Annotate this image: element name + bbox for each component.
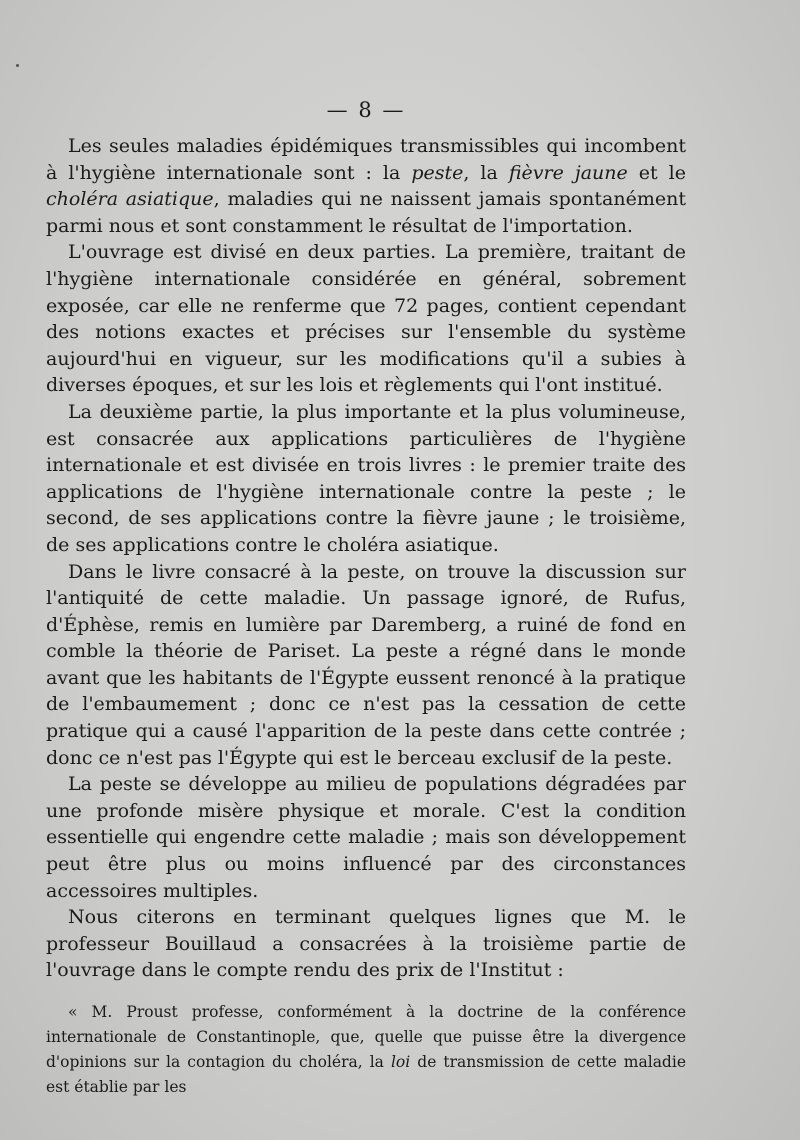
italic-term-cholera: choléra asiatique xyxy=(46,188,214,211)
text-run: de transmission de cette maladie est établie par les xyxy=(46,1053,686,1096)
text-run: , la xyxy=(463,161,509,184)
text-run: , maladies qui ne naissent jamais spontanément parmi nous et sont constamment le résultat de l'importation. xyxy=(46,188,686,237)
italic-term-fievre-jaune: fièvre jaune xyxy=(508,161,628,184)
italic-term-peste: peste xyxy=(411,161,464,184)
paragraph-plague-conditions: La peste se développe au milieu de populations dégradées par une profonde misère physique et morale. C'est la condition essentielle qui engendre cette maladie ; mais son développement peut être plus ou moins influencé par des circonstances accessoires multiples. xyxy=(46,773,686,902)
text-run: « M. Proust professe, conformément à la doctrine de la conférence internationale de Constantinople, que, quelle que puisse être la divergence d'opinions sur la contagion du choléra, la xyxy=(46,1003,686,1071)
paragraph-second-part: La deuxième partie, la plus importante et la plus volumineuse, est consacrée aux applications particulières de l'hygiène internationale et est divisée en trois livres : le premier traite des applications de l'hygiène internationale contre la peste ; le second, de ses applications contre la fièvre jaune ; le troisième, de ses applications contre le choléra asiatique. xyxy=(46,400,686,556)
paragraph-diseases xyxy=(46,133,686,239)
paragraph-structure: L'ouvrage est divisé en deux parties. La première, traitant de l'hygiène internationale considérée en général, sobrement exposée, car elle ne renferme que 72 pages, contient cependant des notions exactes et précises sur l'ensemble du système aujourd'hui en vigueur, sur les modifications qu'il a subies à diverses époques, et sur les lois et règlements qui l'ont institué. xyxy=(46,241,686,397)
text-run: et le xyxy=(627,161,686,184)
page-number: — 8 — xyxy=(326,98,406,122)
book-page xyxy=(46,95,686,1100)
paper-speck xyxy=(16,64,19,67)
paragraph-citation-intro: Nous citerons en terminant quelques lignes que M. le professeur Bouillaud a consacrées à la troisième partie de l'ouvrage dans le compte rendu des prix de l'Institut : xyxy=(46,906,686,982)
quote-block xyxy=(46,1000,686,1100)
paragraph-plague-book: Dans le livre consacré à la peste, on trouve la discussion sur l'antiquité de cette maladie. Un passage ignoré, de Rufus, d'Éphèse, remis en lumière par Daremberg, a ruiné de fond en comble la théorie de Pariset. La peste a régné dans le monde avant que les habitants de l'Égypte eussent renoncé à la pratique de l'embaumement ; donc ce n'est pas la cessation de cette pratique qui a causé l'apparition de la peste dans cette contrée ; donc ce n'est pas l'Égypte qui est le berceau exclusif de la peste. xyxy=(46,560,686,769)
italic-term-loi: loi xyxy=(390,1053,411,1071)
text-run: Les seules maladies épidémiques transmissibles qui incombent à l'hygiène internationale sont : la xyxy=(46,135,686,184)
